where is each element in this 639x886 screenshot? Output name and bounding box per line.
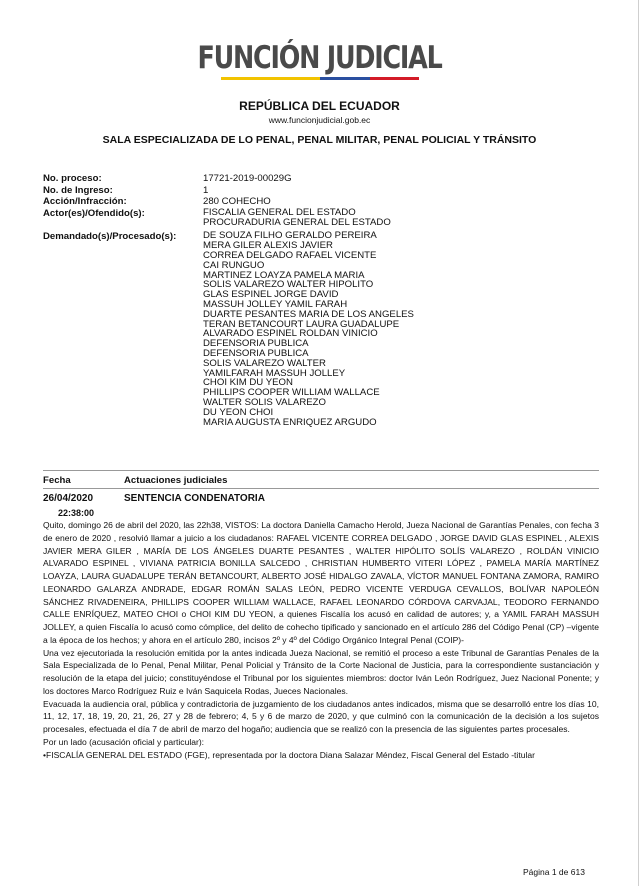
divider-bottom [43, 488, 599, 489]
case-metadata [43, 173, 603, 427]
ingreso-row [43, 185, 603, 197]
republic-heading: REPÚBLICA DEL ECUADOR [239, 99, 400, 113]
demandado-item: DU YEON CHOI [203, 406, 274, 418]
demandado-item: GLAS ESPINEL JORGE DAVID [203, 289, 339, 301]
demandado-item: DEFENSORIA PUBLICA [203, 338, 309, 350]
demandados-list [203, 231, 603, 427]
demandado-item: SOLIS VALAREZO WALTER HIPOLITO [203, 279, 374, 291]
entry-date: 26/04/2020 [43, 493, 94, 504]
ingreso-value: 1 [203, 184, 209, 196]
actor-item: PROCURADURIA GENERAL DEL ESTADO [203, 216, 391, 228]
accion-value: 280 COHECHO [203, 196, 271, 208]
demandado-item: TERAN BETANCOURT LAURA GUADALUPE [203, 318, 400, 330]
sala-heading: SALA ESPECIALIZADA DE LO PENAL, PENAL MILITAR, PENAL POLICIAL Y TRÁNSITO [102, 134, 537, 146]
paragraph: Por un lado (acusación oficial y particular): [43, 736, 205, 747]
demandado-item: MASSUH JOLLEY YAMIL FARAH [203, 298, 348, 310]
fecha-column-header: Fecha [43, 475, 71, 486]
demandado-item: MARTINEZ LOAYZA PAMELA MARIA [203, 269, 365, 281]
proceso-value: 17721-2019-00029G [203, 173, 292, 184]
actor-label: Actor(es)/Ofendido(s): [43, 207, 145, 219]
paragraph: Quito, domingo 26 de abril del 2020, las 22h38, VISTOS: La doctora Daniella Camacho Herold, Jueza Nacional de Garantías Penales, con fecha 3 de enero de 2020 , resolvió llamar a juicio a los ciudadanos: RAFAEL VICENTE CORREA DELGADO , JORGE DAVID GLAS ESPINEL , ALEXIS JAVIER MERA GILER , MARÍA DE LOS ÁNGELES DUARTE PESANTES , WALTER HIPÓLITO SOLÍS VALAREZO , ROLDÁN VINICIO ALVARADO ESPINEL , VIVIANA PATRICIA BONILLA SALCEDO , CHRISTIAN HUMBERTO VITERI LÓPEZ , PAMELA MARÍA MARTÍNEZ LOAYZA, LAURA GUADALUPE TERÁN BETANCOURT, ALBERTO JOSÉ HIDALGO ZAVALA, VÍCTOR MANUEL FONTANA ZAMORA, RAMIRO LEONARDO GALARZA ANDRADE, EDGAR ROMÁN SALAS LEÓN, PEDRO VICENTE VERDUGA CEVALLOS, BOLÍVAR NAPOLEÓN SÁNCHEZ RIVADENEIRA, PHILLIPS COOPER WILLIAM WALLACE, RAFAEL LEONARDO CÓRDOVA CARVAJAL, TEODORO FERNANDO CALLE ENRÍQUEZ, MATEO CHOI o CHOI KIM DU YEON, a quienes Fiscalía los acusó en calidad de autores; y, a YAMIL FARAH MASSUH JOLLEY, a quien Fiscalía lo acusó como cómplice, del delito de cohecho tipificado y sancionado en el artículo 286 del Código Penal (CP) –vigente a la época de los hechos; y ahora en el artículo 280, incisos 2º y 4º del Código Orgánico Integral Penal (COIP)- [43, 520, 599, 645]
paragraph: Evacuada la audiencia oral, pública y contradictoria de juzgamiento de los ciudadanos antes indicados, misma que se desarrolló entre los días 10, 11, 12, 17, 18, 19, 20, 21, 26, 27 y 28 de febrero; 4, 5 y 6 de marzo de 2020, y que culminó con la comunicación de la decisión a los sujetos procesales, efectuada el día 7 de abril de marzo del hogaño; audiencia que se realizó con la presencia de las siguientes partes procesales. [43, 698, 599, 734]
demandado-item: DE SOUZA FILHO GERALDO PEREIRA [203, 230, 377, 242]
demandado-item: CAI RUNGUO [203, 259, 265, 271]
demandado-item: CORREA DELGADO RAFAEL VICENTE [203, 249, 377, 261]
funcion-judicial-logo: FUNCIÓN JUDICIAL [197, 40, 442, 76]
paragraph: Una vez ejecutoriada la resolución emitida por la antes indicada Jueza Nacional, se remitió el proceso a este Tribunal de Garantías Penales de la Sala Especializada de lo Penal, Penal Militar, Penal Policial y Tránsito de la Corte Nacional de Justicia, para la correspondiente sustanciación y resolución de la etapa del juicio; constituyéndose el Tribunal por los siguientes miembros: doctor Iván León Rodríguez, Juez Nacional Ponente; y los doctores Marco Rodríguez Ruiz e Iván Saquicela Rodas, Jueces Nacionales. [43, 647, 599, 696]
sentence-text [43, 519, 599, 761]
demandado-item: DEFENSORIA PUBLICA [203, 347, 309, 359]
divider-top [43, 470, 599, 471]
entry-time: 22:38:00 [58, 508, 95, 518]
website-url[interactable]: www.funcionjudicial.gob.ec [268, 115, 371, 125]
demandado-item: MERA GILER ALEXIS JAVIER [203, 240, 333, 252]
proceso-label: No. proceso: [43, 173, 102, 184]
demandado-item: ALVARADO ESPINEL ROLDAN VINICIO [203, 328, 378, 340]
demandado-item: SOLIS VALAREZO WALTER [203, 357, 326, 369]
demandado-item: PHILLIPS COOPER WILLIAM WALLACE [203, 387, 380, 399]
paragraph: •FISCALÍA GENERAL DEL ESTADO (FGE), representada por la doctora Diana Salazar Méndez, Fiscal General del Estado -titular [43, 749, 535, 760]
ingreso-label: No. de Ingreso: [43, 184, 113, 196]
actor-row [43, 208, 603, 228]
actor-item: FISCALIA GENERAL DEL ESTADO [203, 206, 356, 218]
flag-red-stripe [370, 77, 420, 80]
actores-list [203, 208, 603, 228]
demandado-item: CHOI KIM DU YEON [203, 377, 293, 389]
demandado-item: YAMILFARAH MASSUH JOLLEY [203, 367, 346, 379]
actuaciones-column-header: Actuaciones judiciales [124, 475, 228, 486]
demandado-label: Demandado(s)/Procesado(s): [43, 231, 177, 243]
demandado-row [43, 231, 603, 427]
demandado-item: DUARTE PESANTES MARIA DE LOS ANGELES [203, 308, 414, 320]
proceso-row [43, 173, 603, 185]
entry-title: SENTENCIA CONDENATORIA [124, 493, 265, 504]
demandado-item: MARIA AUGUSTA ENRIQUEZ ARGUDO [203, 416, 377, 428]
demandado-item: WALTER SOLIS VALAREZO [203, 396, 326, 408]
flag-yellow-stripe [221, 77, 320, 80]
flag-stripe [221, 77, 419, 80]
flag-blue-stripe [320, 77, 370, 80]
accion-label: Acción/Infracción: [43, 196, 127, 208]
page-number: Página 1 de 613 [523, 867, 585, 877]
